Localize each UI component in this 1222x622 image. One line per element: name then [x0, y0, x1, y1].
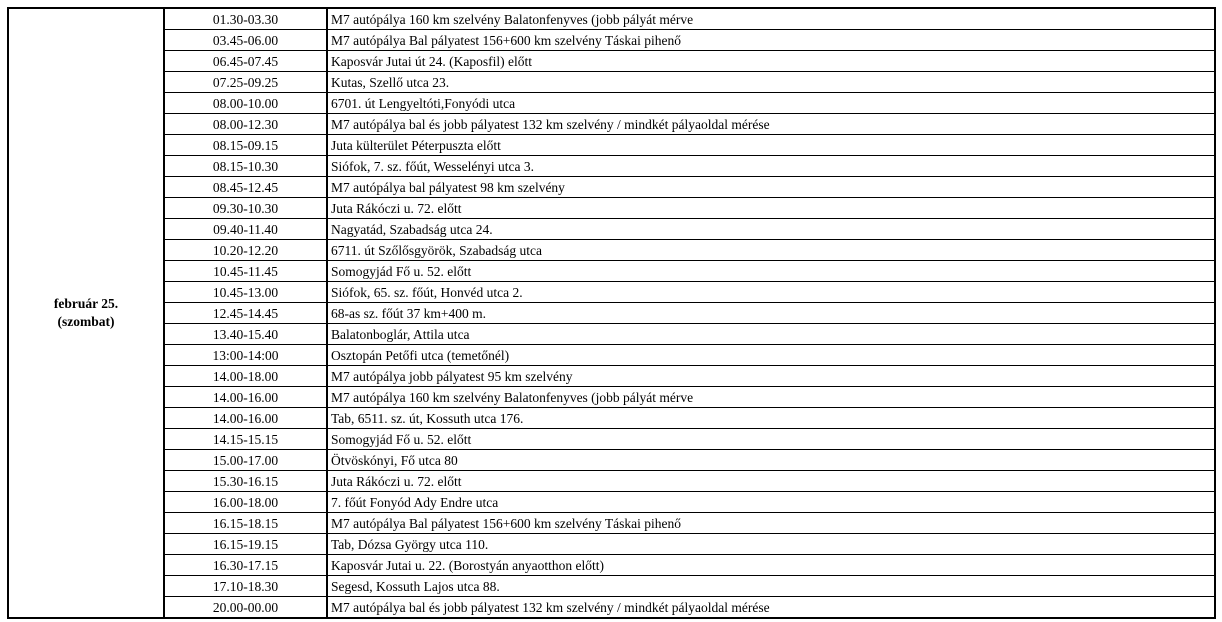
- time-cell: 14.00-18.00: [164, 366, 327, 387]
- time-cell: 09.30-10.30: [164, 198, 327, 219]
- table-row: [8, 72, 1215, 93]
- time-cell: 12.45-14.45: [164, 303, 327, 324]
- table-row: [8, 534, 1215, 555]
- location-cell: Segesd, Kossuth Lajos utca 88.: [327, 576, 1215, 597]
- time-cell: 15.00-17.00: [164, 450, 327, 471]
- table-row: [8, 492, 1215, 513]
- time-cell: 13:00-14:00: [164, 345, 327, 366]
- location-cell: Siófok, 65. sz. főút, Honvéd utca 2.: [327, 282, 1215, 303]
- time-cell: 10.45-11.45: [164, 261, 327, 282]
- time-cell: 08.15-10.30: [164, 156, 327, 177]
- time-cell: 07.25-09.25: [164, 72, 327, 93]
- location-cell: Tab, 6511. sz. út, Kossuth utca 176.: [327, 408, 1215, 429]
- table-row: [8, 513, 1215, 534]
- location-cell: Tab, Dózsa György utca 110.: [327, 534, 1215, 555]
- table-row: [8, 471, 1215, 492]
- location-cell: 68-as sz. főút 37 km+400 m.: [327, 303, 1215, 324]
- time-cell: 13.40-15.40: [164, 324, 327, 345]
- table-row: [8, 345, 1215, 366]
- location-cell: Nagyatád, Szabadság utca 24.: [327, 219, 1215, 240]
- day-date: február 25.: [53, 296, 119, 311]
- table-row: [8, 135, 1215, 156]
- time-cell: 14.00-16.00: [164, 387, 327, 408]
- schedule-table: [7, 7, 1216, 619]
- location-cell: Somogyjád Fő u. 52. előtt: [327, 429, 1215, 450]
- table-row: [8, 8, 1215, 30]
- location-cell: M7 autópálya 160 km szelvény Balatonfenyves (jobb pályát mérve: [327, 8, 1215, 30]
- table-row: [8, 303, 1215, 324]
- time-cell: 06.45-07.45: [164, 51, 327, 72]
- time-cell: 08.45-12.45: [164, 177, 327, 198]
- table-row: [8, 93, 1215, 114]
- location-cell: Kutas, Szellő utca 23.: [327, 72, 1215, 93]
- time-cell: 16.00-18.00: [164, 492, 327, 513]
- location-cell: M7 autópálya 160 km szelvény Balatonfenyves (jobb pályát mérve: [327, 387, 1215, 408]
- location-cell: M7 autópálya Bal pályatest 156+600 km szelvény Táskai pihenő: [327, 30, 1215, 51]
- table-row: [8, 366, 1215, 387]
- day-cell: [8, 8, 164, 618]
- time-cell: 14.00-16.00: [164, 408, 327, 429]
- table-row: [8, 198, 1215, 219]
- time-cell: 17.10-18.30: [164, 576, 327, 597]
- table-row: [8, 282, 1215, 303]
- location-cell: 7. főút Fonyód Ady Endre utca: [327, 492, 1215, 513]
- location-cell: Kaposvár Jutai út 24. (Kaposfil) előtt: [327, 51, 1215, 72]
- location-cell: Kaposvár Jutai u. 22. (Borostyán anyaotthon előtt): [327, 555, 1215, 576]
- time-cell: 08.00-12.30: [164, 114, 327, 135]
- time-cell: 16.30-17.15: [164, 555, 327, 576]
- time-cell: 03.45-06.00: [164, 30, 327, 51]
- time-cell: 01.30-03.30: [164, 8, 327, 30]
- table-row: [8, 177, 1215, 198]
- time-cell: 16.15-18.15: [164, 513, 327, 534]
- table-row: [8, 408, 1215, 429]
- table-row: [8, 324, 1215, 345]
- location-cell: M7 autópálya bal és jobb pályatest 132 km szelvény / mindkét pályaoldal mérése: [327, 597, 1215, 619]
- table-row: [8, 261, 1215, 282]
- location-cell: M7 autópálya bal pályatest 98 km szelvény: [327, 177, 1215, 198]
- table-row: [8, 576, 1215, 597]
- location-cell: Osztopán Petőfi utca (temetőnél): [327, 345, 1215, 366]
- location-cell: M7 autópálya bal és jobb pályatest 132 km szelvény / mindkét pályaoldal mérése: [327, 114, 1215, 135]
- table-row: [8, 156, 1215, 177]
- location-cell: 6701. út Lengyeltóti,Fonyódi utca: [327, 93, 1215, 114]
- time-cell: 10.45-13.00: [164, 282, 327, 303]
- time-cell: 20.00-00.00: [164, 597, 327, 619]
- table-row: [8, 450, 1215, 471]
- location-cell: Juta Rákóczi u. 72. előtt: [327, 198, 1215, 219]
- location-cell: Juta külterület Péterpuszta előtt: [327, 135, 1215, 156]
- table-row: [8, 51, 1215, 72]
- location-cell: Somogyjád Fő u. 52. előtt: [327, 261, 1215, 282]
- time-cell: 08.15-09.15: [164, 135, 327, 156]
- time-cell: 15.30-16.15: [164, 471, 327, 492]
- location-cell: 6711. út Szőlősgyörök, Szabadság utca: [327, 240, 1215, 261]
- time-cell: 10.20-12.20: [164, 240, 327, 261]
- location-cell: Ötvöskónyi, Fő utca 80: [327, 450, 1215, 471]
- time-cell: 09.40-11.40: [164, 219, 327, 240]
- table-row: [8, 387, 1215, 408]
- location-cell: M7 autópálya jobb pályatest 95 km szelvény: [327, 366, 1215, 387]
- table-row: [8, 429, 1215, 450]
- table-row: [8, 219, 1215, 240]
- table-row: [8, 114, 1215, 135]
- table-row: [8, 555, 1215, 576]
- table-row: [8, 240, 1215, 261]
- location-cell: M7 autópálya Bal pályatest 156+600 km szelvény Táskai pihenő: [327, 513, 1215, 534]
- time-cell: 08.00-10.00: [164, 93, 327, 114]
- schedule-body: [8, 8, 1215, 618]
- time-cell: 16.15-19.15: [164, 534, 327, 555]
- table-row: [8, 597, 1215, 619]
- location-cell: Juta Rákóczi u. 72. előtt: [327, 471, 1215, 492]
- day-weekday: (szombat): [57, 314, 115, 329]
- table-row: [8, 30, 1215, 51]
- location-cell: Balatonboglár, Attila utca: [327, 324, 1215, 345]
- location-cell: Siófok, 7. sz. főút, Wesselényi utca 3.: [327, 156, 1215, 177]
- time-cell: 14.15-15.15: [164, 429, 327, 450]
